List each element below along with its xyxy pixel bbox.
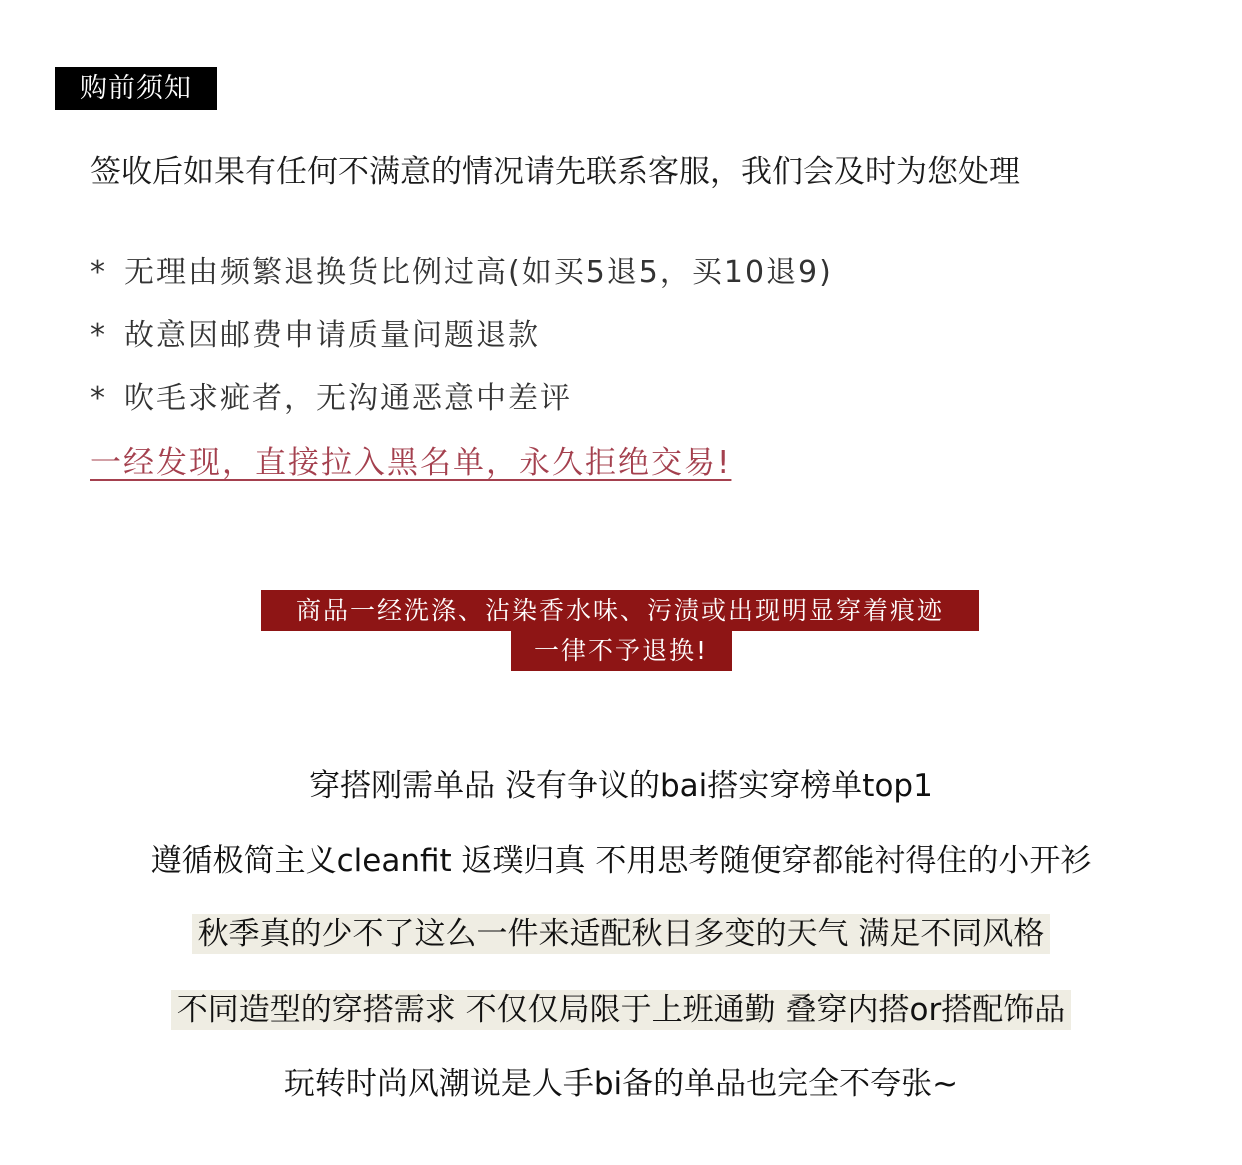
- asterisk-icon: *: [90, 318, 107, 353]
- description-line-highlighted: [0, 990, 1242, 1030]
- rule-text: 吹毛求疵者，无沟通恶意中差评: [124, 381, 572, 416]
- description-line: [0, 766, 1242, 806]
- rules-list: [90, 252, 833, 441]
- description-line: [0, 1064, 1242, 1104]
- no-return-banner: [0, 590, 1242, 631]
- rule-item: [90, 378, 833, 441]
- rule-text: 故意因邮费申请质量问题退款: [124, 318, 540, 353]
- description-text: 秋季真的少不了这么一件来适配秋日多变的天气 满足不同风格: [192, 914, 1051, 954]
- rule-text: 无理由频繁退换货比例过高(如买5退5，买10退9): [124, 255, 833, 290]
- notice-intro: 签收后如果有任何不满意的情况请先联系客服，我们会及时为您处理: [90, 154, 1020, 190]
- no-return-banner-line1: 商品一经洗涤、沾染香水味、污渍或出现明显穿着痕迹: [261, 590, 979, 631]
- rule-item: [90, 315, 833, 378]
- description-line: [0, 841, 1242, 881]
- no-return-banner-footer: [0, 631, 1242, 671]
- description-text: 穿搭刚需单品 没有争议的bai搭实穿榜单top1: [309, 768, 933, 804]
- description-text: 遵循极简主义cleanfit 返璞归真 不用思考随便穿都能衬得住的小开衫: [150, 843, 1092, 879]
- notice-title-tag: 购前须知: [55, 67, 217, 110]
- no-return-banner-line2: 一律不予退换!: [511, 631, 732, 671]
- rule-item: [90, 252, 833, 315]
- blacklist-warning: 一经发现，直接拉入黑名单，永久拒绝交易!: [90, 445, 732, 481]
- description-line-highlighted: [0, 914, 1242, 954]
- description-text: 不同造型的穿搭需求 不仅仅局限于上班通勤 叠穿内搭or搭配饰品: [171, 990, 1071, 1030]
- description-text: 玩转时尚风潮说是人手bi备的单品也完全不夸张~: [283, 1066, 959, 1102]
- asterisk-icon: *: [90, 255, 107, 290]
- asterisk-icon: *: [90, 381, 107, 416]
